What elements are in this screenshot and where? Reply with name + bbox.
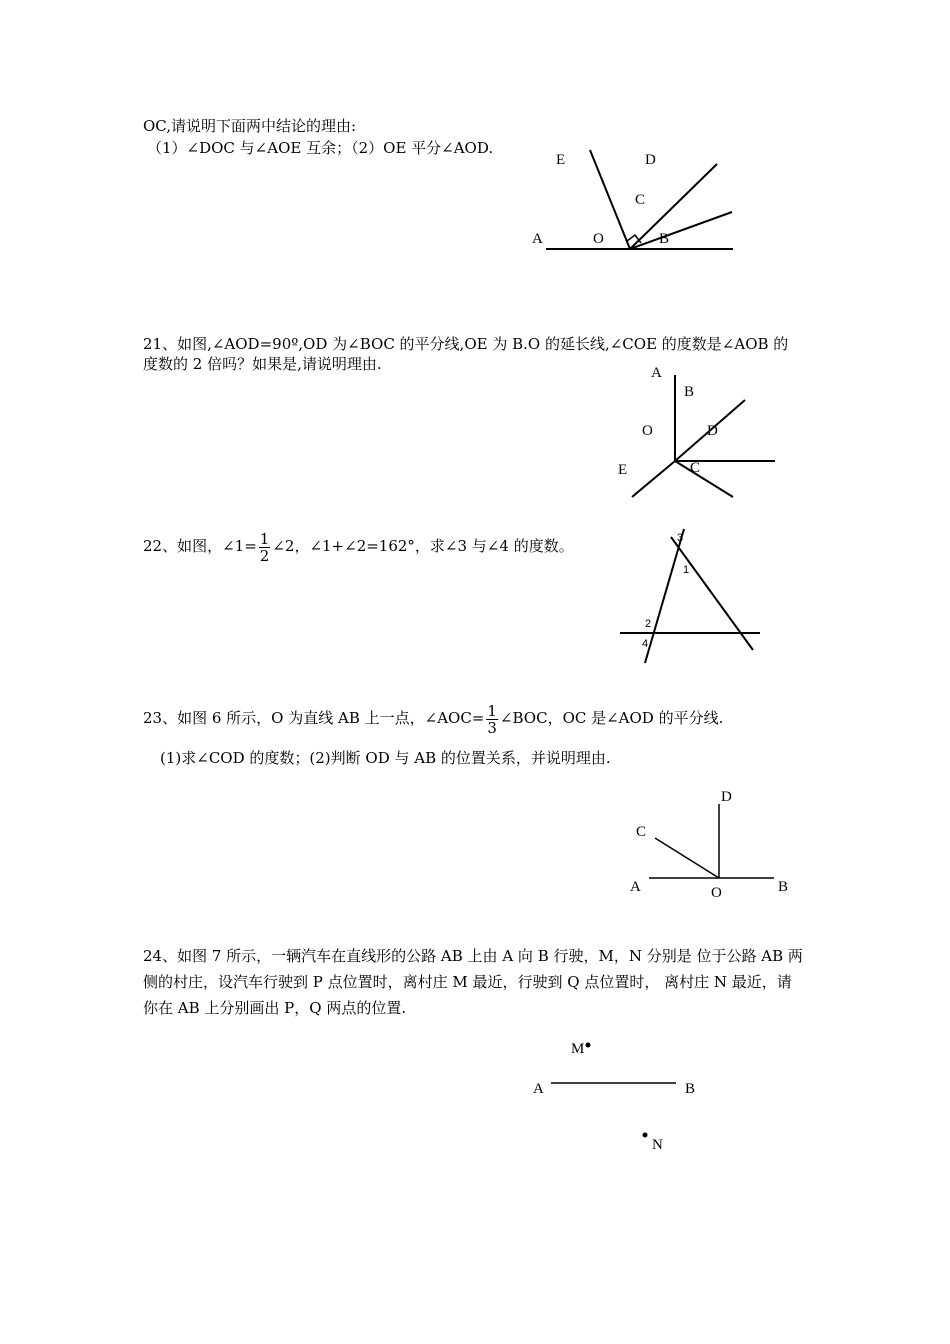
q23-ray-OC [655,838,719,878]
q22-text [143,528,574,564]
q22-label-1: 1 [683,564,690,576]
q24-text-line3: 你在 AB 上分别画出 P，Q 两点的位置. [143,999,407,1017]
q24-label-M: M [571,1041,585,1057]
q23-label-C: C [636,824,647,840]
q23-suffix: ∠BOC，OC 是∠AOD 的平分线. [499,709,724,727]
q20-right-angle-mark [627,235,641,243]
q20-label-B: B [659,231,670,247]
q20-ray-OC [630,212,732,249]
q21-label-E: E [618,462,628,478]
q20-text-line1: OC,请说明下面两中结论的理由: [143,117,357,135]
q23-frac-numerator: 1 [487,701,497,720]
q20-label-O: O [593,231,604,247]
q22-suffix: ∠2，∠1+∠2=162°，求∠3 与∠4 的度数。 [272,537,574,555]
q21-label-C: C [690,460,701,476]
q21-label-D: D [707,423,718,439]
q21-text-line1: 21、如图,∠AOD=90º,OD 为∠BOC 的平分线,OE 为 B.O 的延长线,∠COE 的度数是∠AOB 的 [143,335,789,353]
q21-label-B: B [684,384,695,400]
q23-fraction [486,703,498,736]
q22-frac-numerator: 1 [259,529,270,548]
q23-frac-denominator: 3 [487,718,497,737]
q24-text-line2: 侧的村庄，设汽车行驶到 P 点位置时，离村庄 M 最近，行驶到 Q 点位置时， 离村庄 N 最近，请 [143,973,792,991]
q22-line-left [645,529,684,663]
q20-label-A: A [532,231,543,247]
q22-figure [620,529,760,663]
q22-fraction [259,531,271,564]
q24-label-N: N [652,1137,663,1153]
q24-label-B: B [685,1081,696,1097]
q23-text-line2: (1)求∠COD 的度数；(2)判断 OD 与 AB 的位置关系，并说明理由. [160,749,611,767]
q22-label-4: 4 [642,638,649,650]
q22-label-3: 3 [677,532,684,544]
q23-label-O: O [711,885,722,901]
q21-ray-OC [675,461,733,497]
q21-ray-OE [632,461,675,497]
q20-label-D: D [645,152,656,168]
q24-point-N [643,1133,648,1138]
q22-frac-denominator: 2 [259,546,270,565]
q23-text-line1 [143,700,723,736]
q20-label-C: C [635,192,646,208]
q21-text-line2: 度数的 2 倍吗？如果是,请说明理由. [143,355,382,373]
q23-label-A: A [630,879,641,895]
q23-prefix: 23、如图 6 所示，O 为直线 AB 上一点，∠AOC= [143,709,485,727]
q24-label-A: A [533,1081,544,1097]
q21-label-O: O [642,423,653,439]
q22-prefix: 22、如图，∠1= [143,537,257,555]
q23-figure [649,804,774,878]
q24-point-M [586,1043,591,1048]
q20-text-line2: （1）∠DOC 与∠AOE 互余；（2）OE 平分∠AOD. [147,139,494,157]
q23-label-D: D [721,789,732,805]
q21-figure [632,375,775,497]
q23-label-B: B [778,879,789,895]
q20-label-E: E [556,152,566,168]
q22-label-2: 2 [645,618,652,630]
q24-text-line1: 24、如图 7 所示，一辆汽车在直线形的公路 AB 上由 A 向 B 行驶，M，N 分别是 位于公路 AB 两 [143,947,803,965]
q21-label-A: A [651,365,662,381]
